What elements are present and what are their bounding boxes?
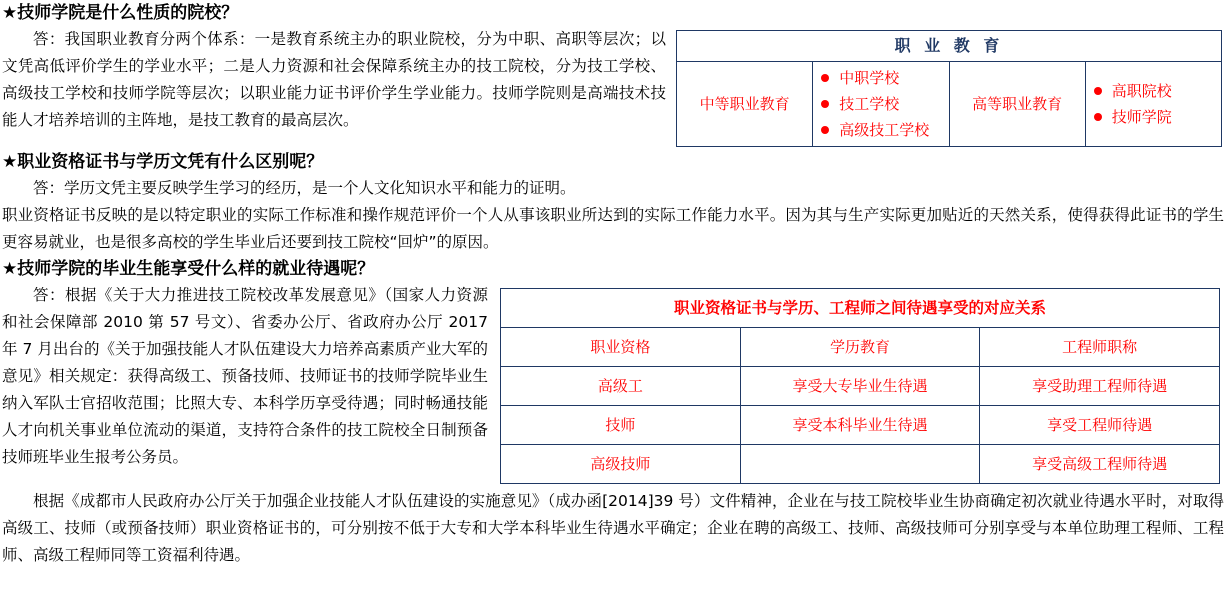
qualification-r2-c1	[740, 445, 980, 484]
qualification-treatment-table	[500, 288, 1220, 484]
list-item: 中职学校	[817, 65, 944, 91]
qualification-header-2: 工程师职称	[980, 328, 1220, 367]
list-item: 技师学院	[1090, 104, 1217, 130]
section-3-paragraph-1: 答：根据《关于大力推进技工院校改革发展意见》（国家人力资源和社会保障部 2010 第 57 号文）、省委办公厅、省政府办公厅 2017 年 7 月出台的《关于加强技能人才队伍建设大力培养高素质产业大军的意见》相关规定：获得高级工、预备技师、技师证书的技师学院毕业生纳入军队士官招收范围；比照大专、本科学历享受待遇；同时畅通技能人才向机关事业单位流动的渠道，支持符合条件的技工院校全日制预备技师班毕业生报考公务员。	[2, 286, 488, 466]
table-row	[501, 406, 1220, 445]
list-item: 高级技工学校	[817, 117, 944, 143]
qualification-header-1: 学历教育	[740, 328, 980, 367]
education-cell-secondary-items	[813, 62, 949, 147]
qualification-r1-c1: 享受本科毕业生待遇	[740, 406, 980, 445]
section-heading-1: ★技师学院是什么性质的院校？	[2, 3, 239, 23]
section-heading-2: ★职业资格证书与学历文凭有什么区别呢？	[2, 152, 324, 172]
qualification-r0-c1: 享受大专毕业生待遇	[740, 367, 980, 406]
education-cell-higher-items	[1085, 62, 1221, 147]
section-3-paragraph-2: 根据《成都市人民政府办公厅关于加强企业技能人才队伍建设的实施意见》（成办函[2014]39 号）文件精神，企业在与技工院校毕业生协商确定初次就业待遇水平时，对取得高级工、技师（或预备技师）职业资格证书的，可分别按不低于大专和大学本科毕业生待遇水平确定；企业在聘的高级工、技师、高级技师可分别享受与本单位助理工程师、工程师、高级工程师同等工资福利待遇。	[2, 492, 1224, 564]
education-cell-higher-label: 高等职业教育	[949, 62, 1085, 147]
list-item: 高职院校	[1090, 78, 1217, 104]
section-2-paragraph-1: 答：学历文凭主要反映学生学习的经历，是一个人文化知识水平和能力的证明。	[33, 179, 576, 197]
section-2-paragraph-2: 职业资格证书反映的是以特定职业的实际工作标准和操作规范评价一个人从事该职业所达到的实际工作能力水平。因为其与生产实际更加贴近的天然关系，使得获得此证书的学生更容易就业，也是很多高校的学生毕业后还要到技工院校“回炉”的原因。	[2, 206, 1224, 251]
education-structure-table	[676, 30, 1222, 147]
qualification-r0-c2: 享受助理工程师待遇	[980, 367, 1220, 406]
list-item: 技工学校	[817, 91, 944, 117]
qualification-r2-c2: 享受高级工程师待遇	[980, 445, 1220, 484]
section-1-paragraph-1: 答：我国职业教育分两个体系：一是教育系统主办的职业院校，分为中职、高职等层次；以文凭高低评价学生的学业水平；二是人力资源和社会保障系统主办的技工院校，分为技工学校、高级技工学校和技师学院等层次；以职业能力证书评价学生学业能力。技师学院则是高端技术技能人才培养培训的主阵地，是技工教育的最高层次。	[2, 30, 666, 129]
qualification-r1-c2: 享受工程师待遇	[980, 406, 1220, 445]
table-row	[501, 367, 1220, 406]
qualification-r0-c0: 高级工	[501, 367, 741, 406]
qualification-table-title: 职业资格证书与学历、工程师之间待遇享受的对应关系	[501, 289, 1220, 328]
table-row	[501, 445, 1220, 484]
section-heading-3: ★技师学院的毕业生能享受什么样的就业待遇呢？	[2, 259, 375, 279]
qualification-r2-c0: 高级技师	[501, 445, 741, 484]
education-table-title: 职 业 教 育	[677, 31, 1222, 62]
qualification-header-0: 职业资格	[501, 328, 741, 367]
qualification-r1-c0: 技师	[501, 406, 741, 445]
education-cell-secondary-label: 中等职业教育	[677, 62, 813, 147]
